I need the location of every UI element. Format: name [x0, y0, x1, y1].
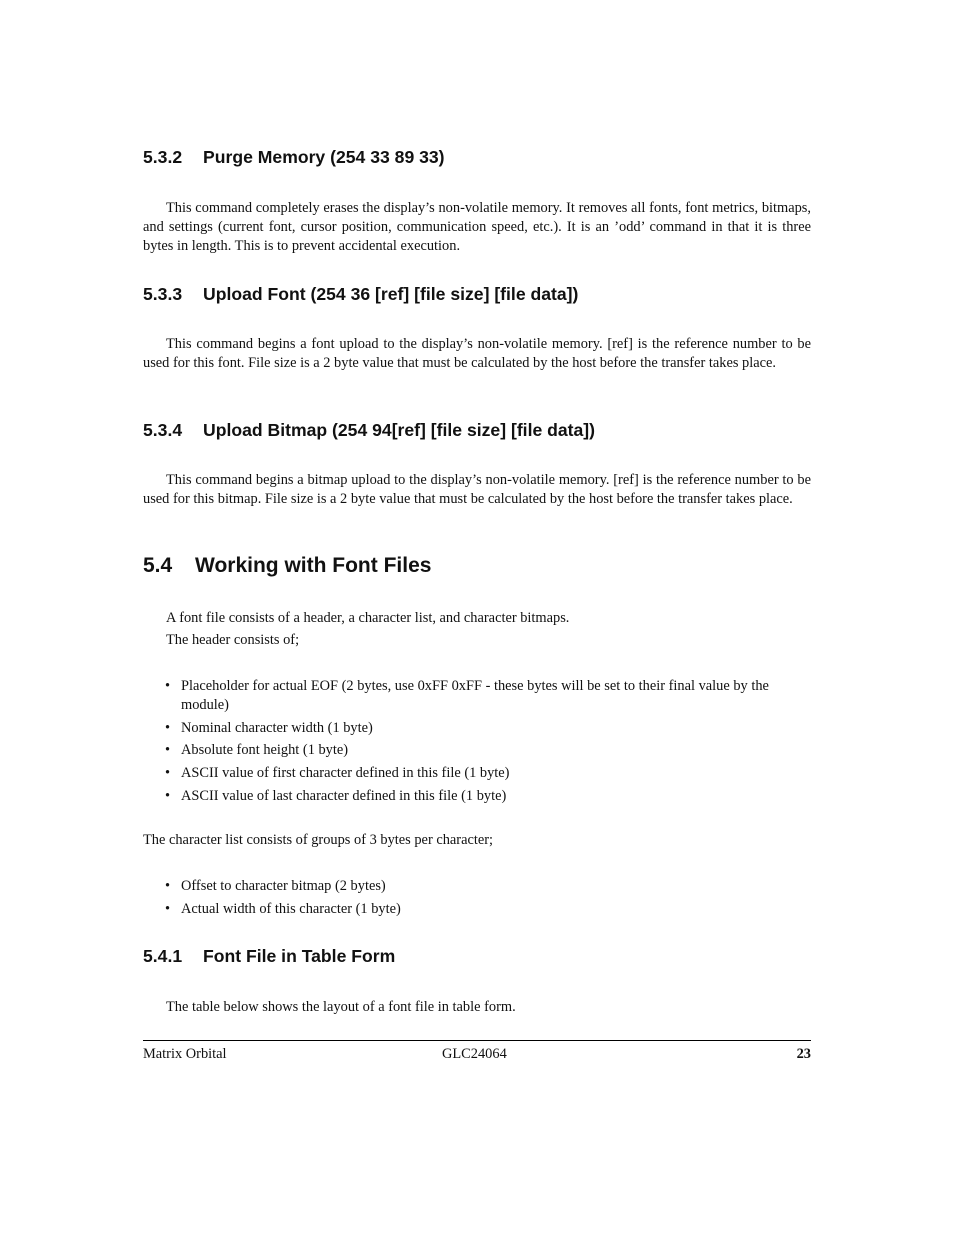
list-item — [165, 677, 811, 715]
section-heading-5-3-2 — [143, 147, 445, 168]
section-number: 5.3.3 — [143, 284, 183, 304]
section-heading-5-4 — [143, 554, 431, 578]
section-title: Purge Memory (254 33 89 33) — [203, 147, 445, 167]
section-title: Upload Font (254 36 [ref] [file size] [file data]) — [203, 284, 579, 304]
page-number: 23 — [796, 1046, 811, 1062]
bullet-icon: • — [165, 742, 171, 759]
paragraph-charlist-intro: The character list consists of groups of 3 bytes per character; — [143, 832, 494, 848]
bullet-icon: • — [165, 719, 171, 736]
bullet-icon: • — [165, 878, 171, 894]
section-title: Font File in Table Form — [203, 946, 396, 966]
paragraph-upload-bitmap: This command begins a bitmap upload to the display’s non-volatile memory. [ref] is the reference number to be used for this bitmap. File size is a 2 byte value that must be calculated by the host before the transfer takes place. — [143, 472, 811, 507]
bullet-icon: • — [165, 787, 171, 804]
document-page — [143, 0, 811, 1235]
footer-center: GLC24064 — [442, 1046, 507, 1062]
paragraph-purge-memory: This command completely erases the display’s non-volatile memory. It removes all fonts, font metrics, bitmaps, and settings (current font, cursor position, communication speed, etc.). It is an ’odd’ command in that it is three bytes in length. This is to prevent accidental execution. — [143, 200, 811, 254]
list-item — [165, 787, 811, 806]
list-item-text: Placeholder for actual EOF (2 bytes, use 0xFF 0xFF - these bytes will be set to their final value by the module) — [181, 678, 769, 713]
list-item-text: Offset to character bitmap (2 bytes) — [181, 878, 386, 894]
paragraph-upload-font: This command begins a font upload to the display’s non-volatile memory. [ref] is the reference number to be used for this font. File size is a 2 byte value that must be calculated by the host before the transfer takes place. — [143, 336, 811, 371]
paragraph-font-file-intro: A font file consists of a header, a character list, and character bitmaps. — [166, 610, 570, 626]
list-item-text: Nominal character width (1 byte) — [181, 719, 373, 736]
footer-rule — [143, 1040, 811, 1041]
header-fields-list — [165, 677, 811, 809]
section-heading-5-4-1 — [143, 946, 395, 967]
section-heading-5-3-4 — [143, 420, 595, 441]
list-item — [165, 877, 811, 896]
list-item — [165, 741, 811, 760]
list-item-text: Actual width of this character (1 byte) — [181, 900, 401, 917]
bullet-icon: • — [165, 765, 171, 782]
section-number: 5.3.2 — [143, 147, 183, 167]
list-item — [165, 764, 811, 783]
section-number: 5.4.1 — [143, 946, 183, 966]
footer-left: Matrix Orbital — [143, 1046, 227, 1062]
list-item-text: ASCII value of first character defined in this file (1 byte) — [181, 765, 510, 782]
section-title: Working with Font Files — [195, 554, 432, 577]
paragraph-header-intro: The header consists of; — [166, 632, 300, 648]
section-title: Upload Bitmap (254 94[ref] [file size] [file data]) — [203, 420, 596, 440]
list-item-text: Absolute font height (1 byte) — [181, 742, 349, 759]
charlist-fields-list — [165, 877, 811, 922]
list-item-text: ASCII value of last character defined in this file (1 byte) — [181, 787, 507, 804]
section-number: 5.3.4 — [143, 420, 183, 440]
bullet-icon: • — [165, 678, 171, 694]
bullet-icon: • — [165, 900, 171, 917]
section-number: 5.4 — [143, 554, 173, 577]
list-item — [165, 900, 811, 919]
section-heading-5-3-3 — [143, 284, 578, 305]
paragraph-table-intro: The table below shows the layout of a font file in table form. — [166, 999, 516, 1015]
list-item — [165, 719, 811, 738]
